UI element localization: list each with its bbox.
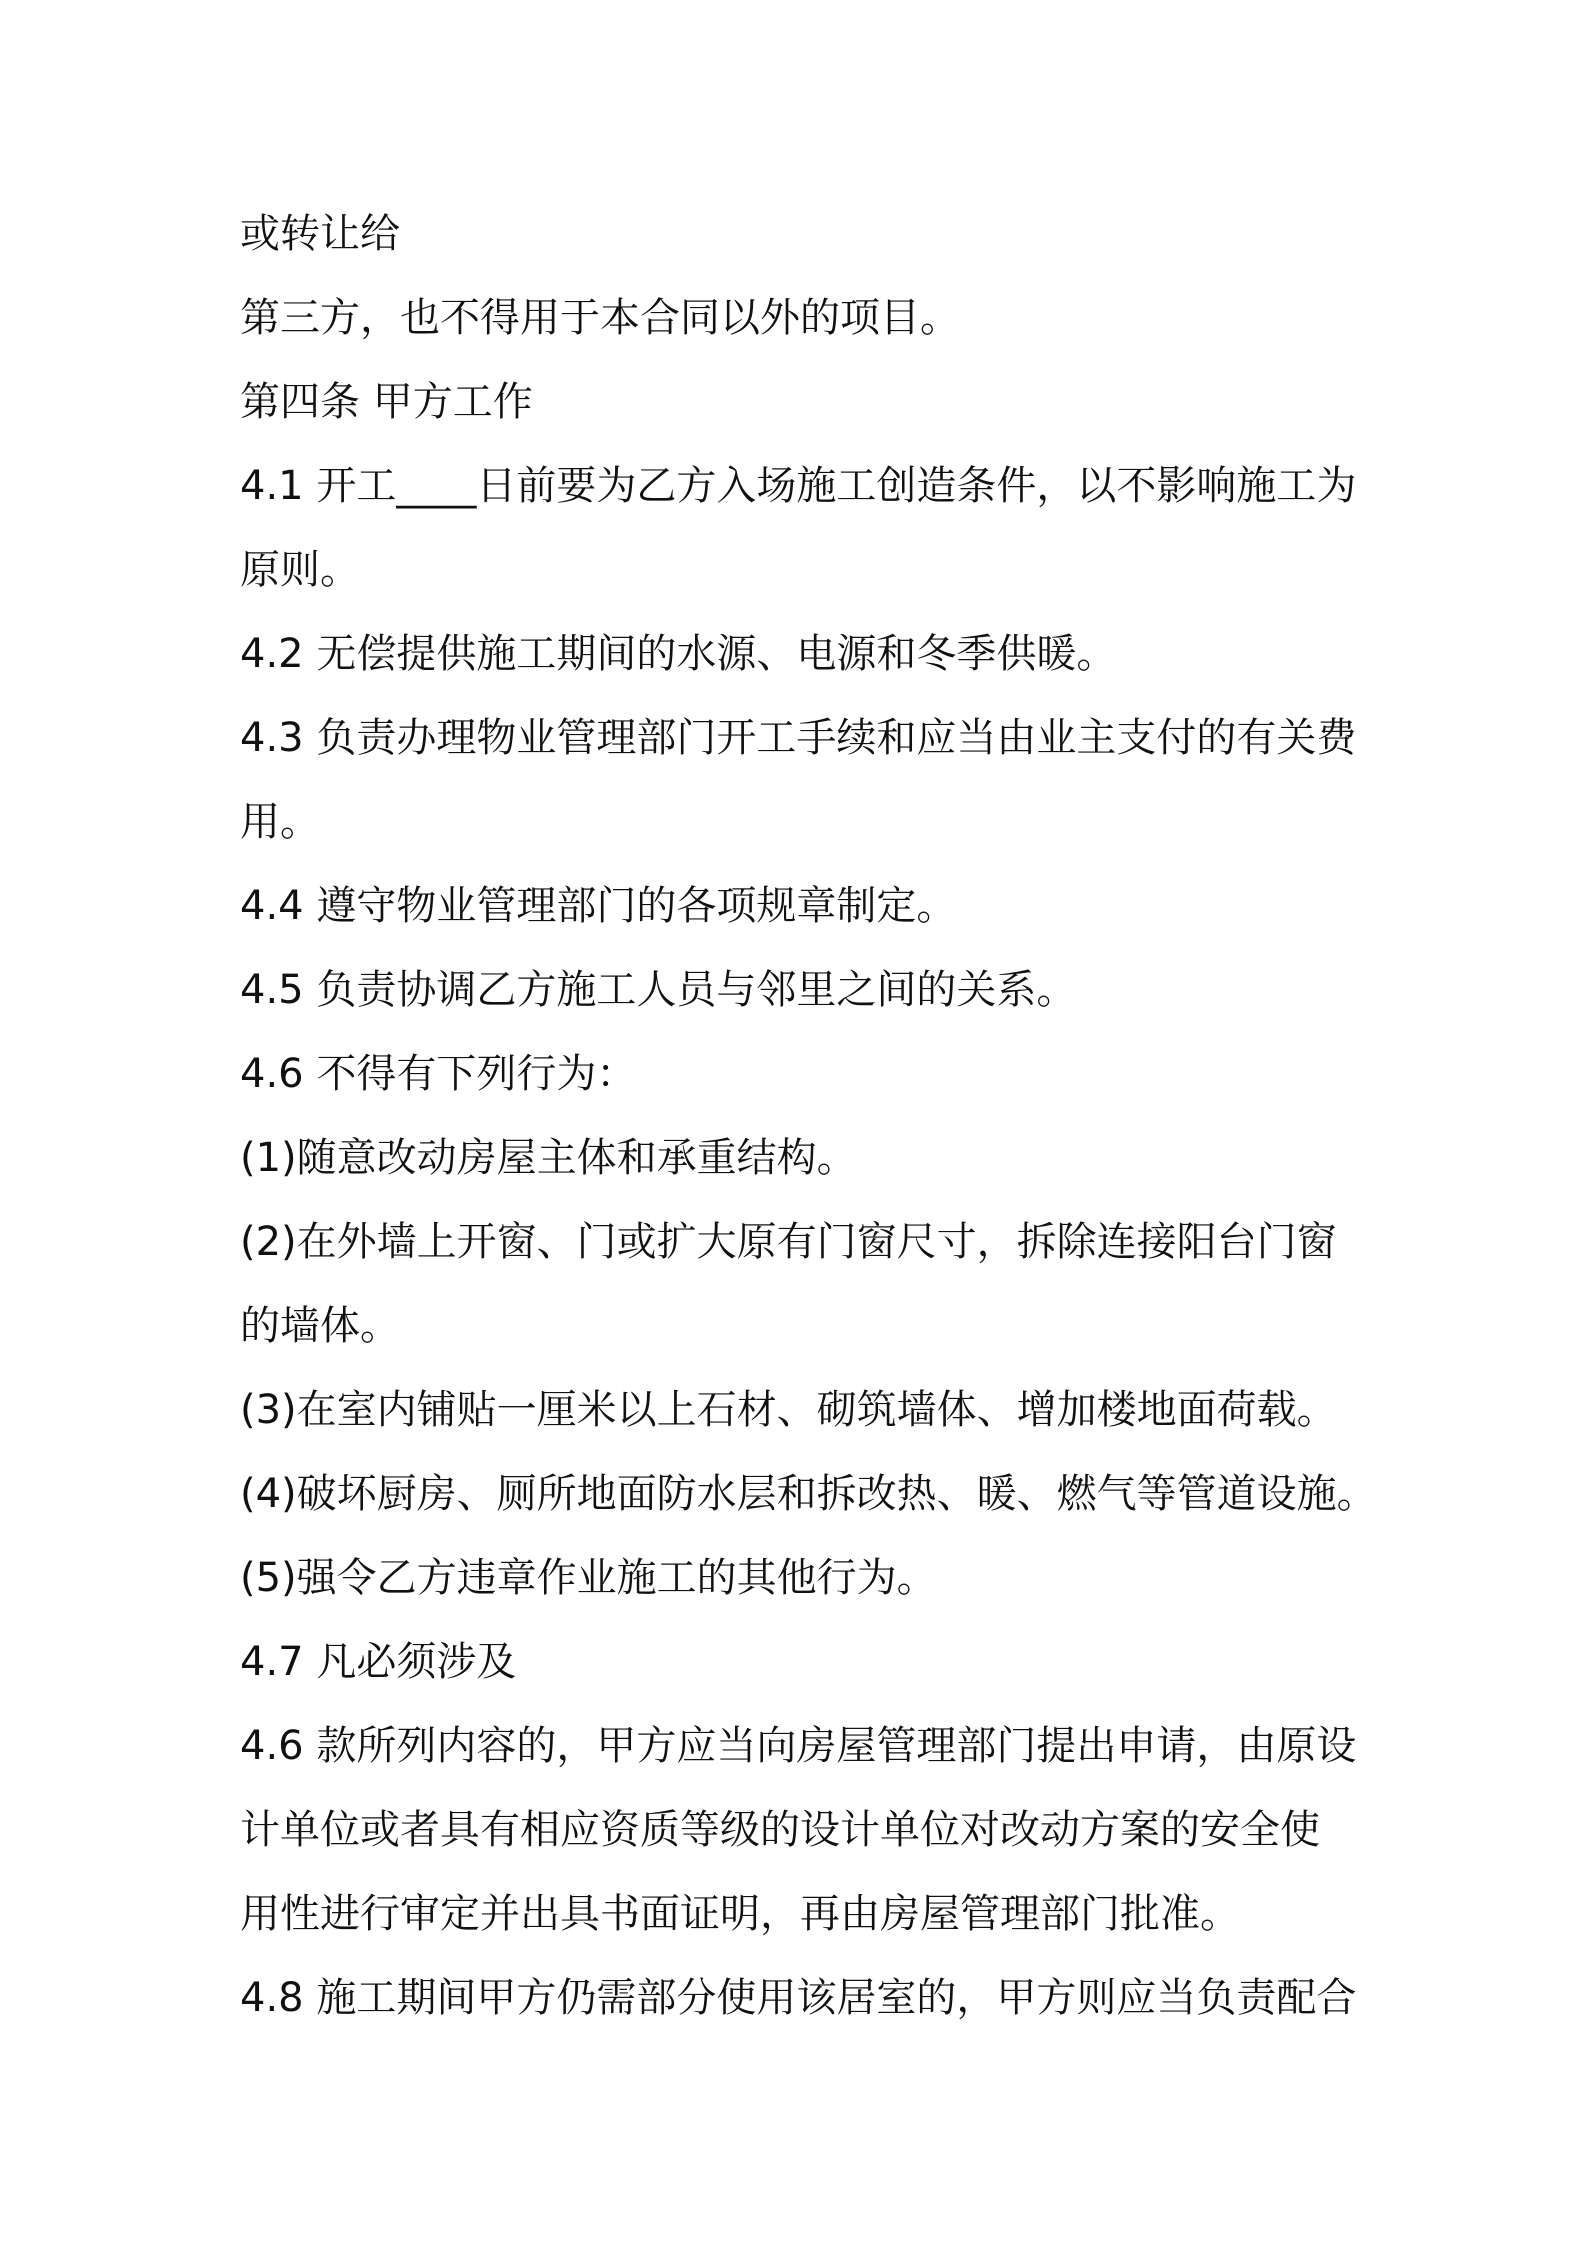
list-item-4: (4)破坏厨房、厕所地面防水层和拆改热、暖、燃气等管道设施。 — [240, 1471, 1377, 1517]
clause-4-7: 4.7 凡必须涉及 — [240, 1639, 517, 1685]
clause-4-6: 4.6 不得有下列行为： — [240, 1051, 637, 1097]
text-line: 4.6 款所列内容的，甲方应当向房屋管理部门提出申请，由原设 — [240, 1723, 1357, 1769]
clause-4-1: 4.1 开工____日前要为乙方入场施工创造条件，以不影响施工为 — [240, 463, 1357, 509]
text-line: 原则。 — [240, 547, 360, 593]
clause-4-3: 4.3 负责办理物业管理部门开工手续和应当由业主支付的有关费 — [240, 715, 1357, 761]
text-line: 的墙体。 — [240, 1303, 400, 1349]
clause-4-5: 4.5 负责协调乙方施工人员与邻里之间的关系。 — [240, 967, 1077, 1013]
section-heading: 第四条 甲方工作 — [240, 379, 533, 425]
list-item-1: (1)随意改动房屋主体和承重结构。 — [240, 1135, 857, 1181]
text-line: 或转让给 — [240, 211, 400, 257]
text-line: 用。 — [240, 799, 320, 845]
list-item-2: (2)在外墙上开窗、门或扩大原有门窗尺寸，拆除连接阳台门窗 — [240, 1219, 1337, 1265]
list-item-5: (5)强令乙方违章作业施工的其他行为。 — [240, 1555, 937, 1601]
document-body — [240, 192, 1377, 2040]
clause-4-8: 4.8 施工期间甲方仍需部分使用该居室的，甲方则应当负责配合 — [240, 1975, 1357, 2021]
text-line: 用性进行审定并出具书面证明，再由房屋管理部门批准。 — [240, 1891, 1240, 1937]
text-line: 第三方，也不得用于本合同以外的项目。 — [240, 295, 960, 341]
text-line: 计单位或者具有相应资质等级的设计单位对改动方案的安全使 — [240, 1807, 1320, 1853]
clause-4-2: 4.2 无偿提供施工期间的水源、电源和冬季供暖。 — [240, 631, 1117, 677]
clause-4-4: 4.4 遵守物业管理部门的各项规章制定。 — [240, 883, 957, 929]
list-item-3: (3)在室内铺贴一厘米以上石材、砌筑墙体、增加楼地面荷载。 — [240, 1387, 1337, 1433]
